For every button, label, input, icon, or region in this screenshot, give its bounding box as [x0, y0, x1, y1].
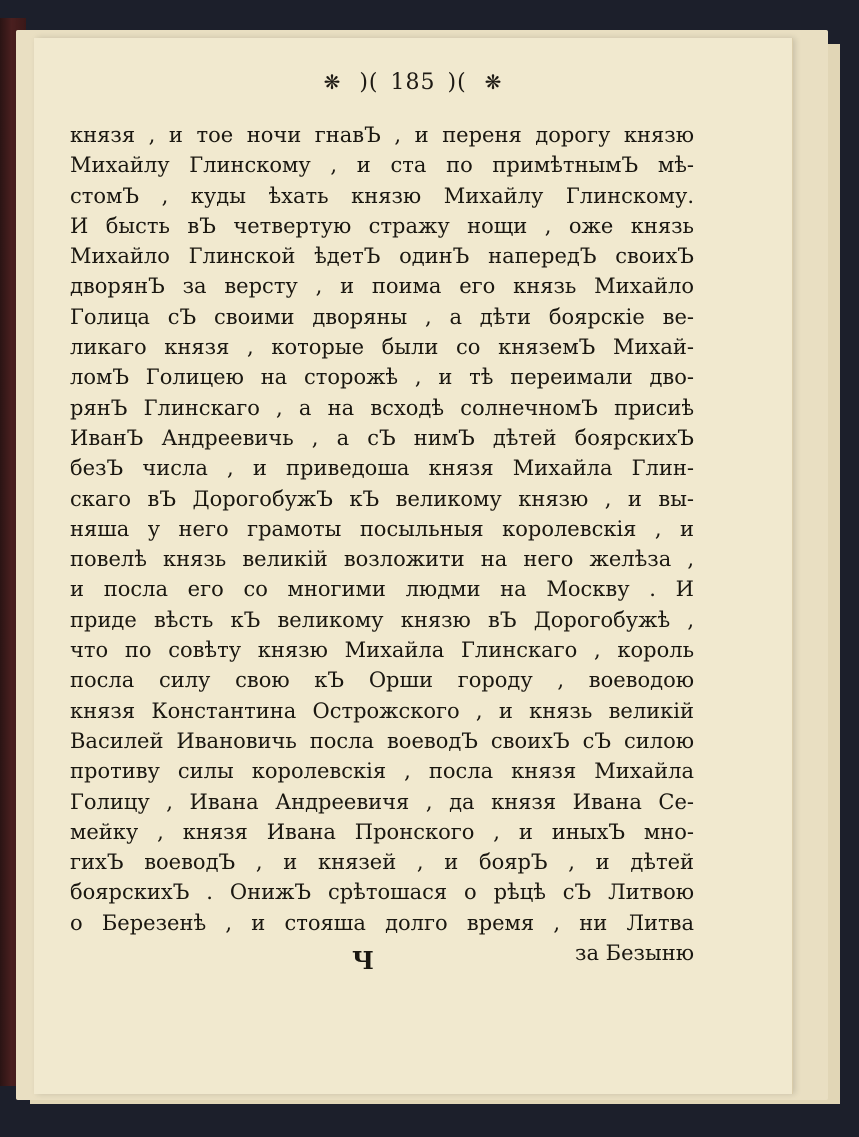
text-line: и посла его со многими людми на Москву . И	[70, 577, 694, 602]
text-line: князя Константина Острожского , и князь великій	[70, 698, 694, 723]
bracket-left: )(	[359, 70, 379, 95]
ornament-right-icon: ❋	[484, 70, 503, 94]
text-line: ломЪ Голицею на сторожѣ , и тѣ переимали дво-	[70, 365, 694, 390]
text-line: гихЪ воеводЪ , и князей , и боярЪ , и дѣтей	[70, 850, 694, 875]
text-line: повелѣ князь великій возложити на него желѣза ,	[70, 547, 694, 572]
text-line: дворянЪ за версту , и поима его князь Михайло	[70, 274, 694, 299]
text-line: ликаго князя , которые были со княземЪ Михай-	[70, 335, 694, 360]
text-line: скаго вЪ ДорогобужЪ кЪ великому князю , и вы-	[70, 486, 694, 511]
text-line: няша у него грамоты посыльныя королевскія , и	[70, 516, 694, 541]
text-line: приде вѣсть кЪ великому князю вЪ Дорогобужѣ ,	[70, 607, 694, 632]
bracket-right: )(	[447, 70, 467, 95]
text-line: что по совѣту князю Михайла Глинскаго , король	[70, 638, 694, 663]
text-line: Михайло Глинской ѣдетЪ одинЪ напередЪ своихЪ	[70, 244, 694, 269]
text-line: противу силы королевскія , посла князя Михайла	[70, 759, 694, 784]
text-line: ИванЪ Андреевичь , а сЪ нимЪ дѣтей боярскихЪ	[70, 425, 694, 450]
page-body-text	[70, 120, 694, 968]
text-line: боярскихЪ . ОнижЪ срѣтошася о рѣцѣ сЪ Литвою	[70, 880, 694, 905]
text-line: Василей Ивановичь посла воеводЪ своихЪ сЪ силою	[70, 728, 694, 753]
text-line: посла силу свою кЪ Орши городу , воеводою	[70, 668, 694, 693]
text-line: Михайлу Глинскому , и ста по примѣтнымЪ мѣ-	[70, 153, 694, 178]
page-header	[34, 70, 792, 95]
ornament-left-icon: ❋	[323, 70, 342, 94]
text-line: И бысть вЪ четвертую стражу нощи , оже князь	[70, 213, 694, 238]
text-line: мейку , князя Ивана Пронского , и иныхЪ мно-	[70, 819, 694, 844]
text-line: стомЪ , куды ѣхать князю Михайлу Глинскому.	[70, 183, 694, 208]
text-line: о Березенѣ , и стояша долго время , ни Литва	[70, 910, 694, 935]
catchword-line: за Безыню	[575, 941, 694, 966]
signature-mark: Ч	[352, 946, 374, 975]
page-number: 185	[390, 70, 436, 95]
text-line: безЪ числа , и приведоша князя Михайла Глин-	[70, 456, 694, 481]
text-line: рянЪ Глинскаго , а на всходѣ солнечномЪ присиѣ	[70, 395, 694, 420]
text-line: Голицу , Ивана Андреевичя , да князя Ивана Се-	[70, 789, 694, 814]
book-page	[34, 38, 792, 1094]
text-line: Голица сЪ своими дворяны , а дѣти боярскіе ве-	[70, 304, 694, 329]
text-line: князя , и тое ночи гнавЪ , и переня дорогу князю	[70, 123, 694, 147]
